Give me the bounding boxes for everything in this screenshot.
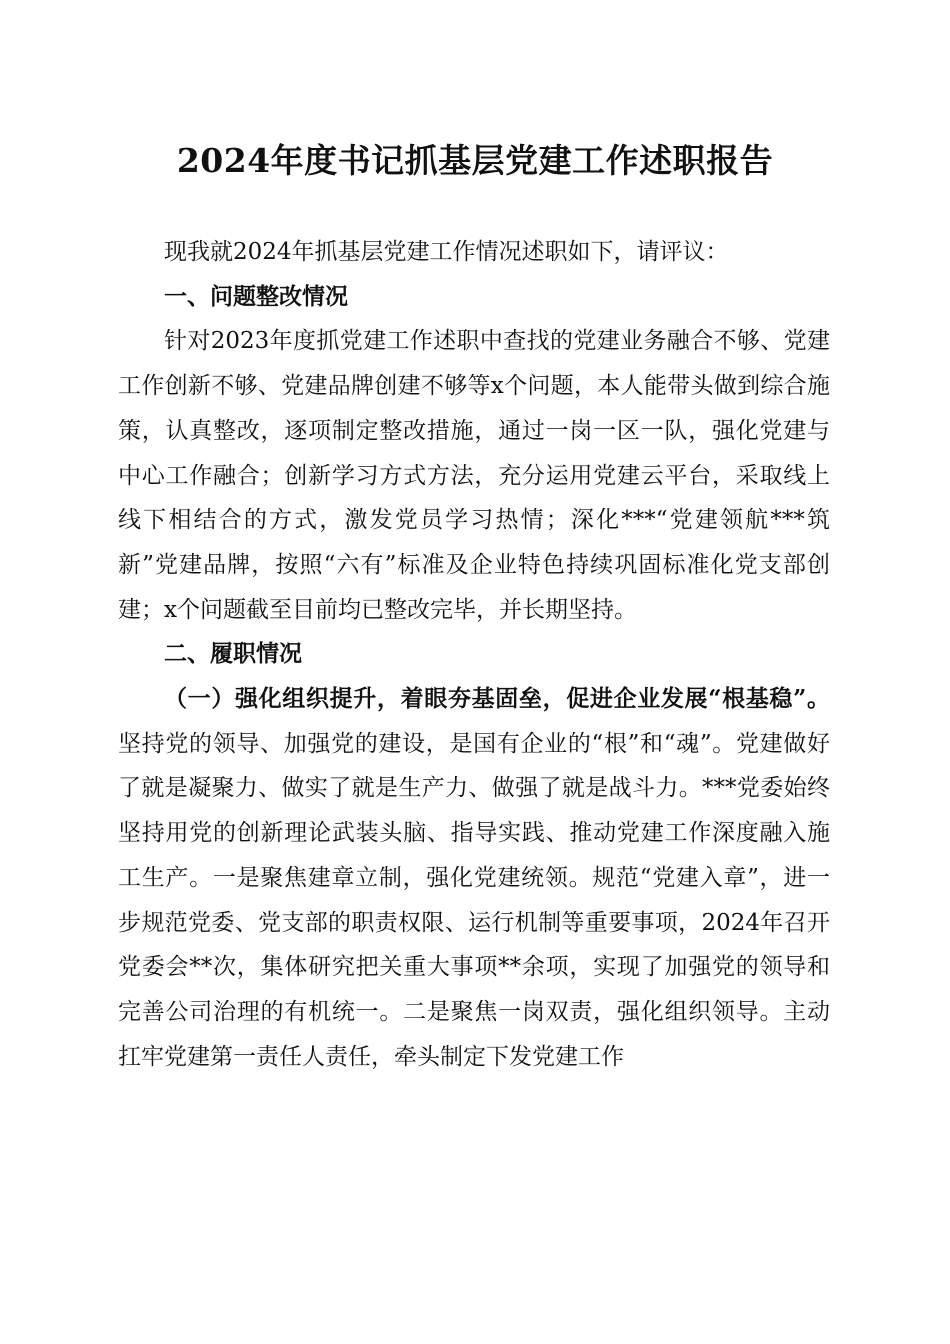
section-2-body: 坚持党的领导、加强党的建设，是国有企业的“根”和“魂”。党建做好了就是凝聚力、做实了就是生产力、做强了就是战斗力。***党委始终坚持用党的创新理论武装头脑、指导实践、推动党建工作深度融入施工生产。一是聚焦建章立制，强化党建统领。规范“党建入章”，进一步规范党委、党支部的职责权限、运行机制等重要事项，2024年召开党委会**次，集体研究把关重大事项**余项，实现了加强党的领导和完善公司治理的有机统一。二是聚焦一岗双责，强化组织领导。主动扛牢党建第一责任人责任，牵头制定下发党建工作 [118,730,830,1070]
document-title: 2024年度书记抓基层党建工作述职报告 [176,141,774,180]
section-2-heading: 二、履职情况 [164,641,302,668]
intro-paragraph: 现我就2024年抓基层党建工作情况述职如下，请评议： [164,239,729,265]
section-1-heading: 一、问题整改情况 [164,283,348,310]
section-2-paragraph [118,677,830,1079]
section-2-subheading: （一）强化组织提升，着眼夯基固垒，促进企业发展“根基稳”。 [164,685,830,713]
document-body [118,230,830,1079]
section-1-paragraph: 针对2023年度抓党建工作述职中查找的党建业务融合不够、党建工作创新不够、党建品牌创建不够等x个问题，本人能带头做到综合施策，认真整改，逐项制定整改措施，通过一岗一区一队，强化党建与中心工作融合；创新学习方式方法，充分运用党建云平台，采取线上线下相结合的方式，激发党员学习热情；深化***“党建领航***筑新”党建品牌，按照“六有”标准及企业特色持续巩固标准化党支部创建；x个问题截至目前均已整改完毕，并长期坚持。 [118,328,830,623]
